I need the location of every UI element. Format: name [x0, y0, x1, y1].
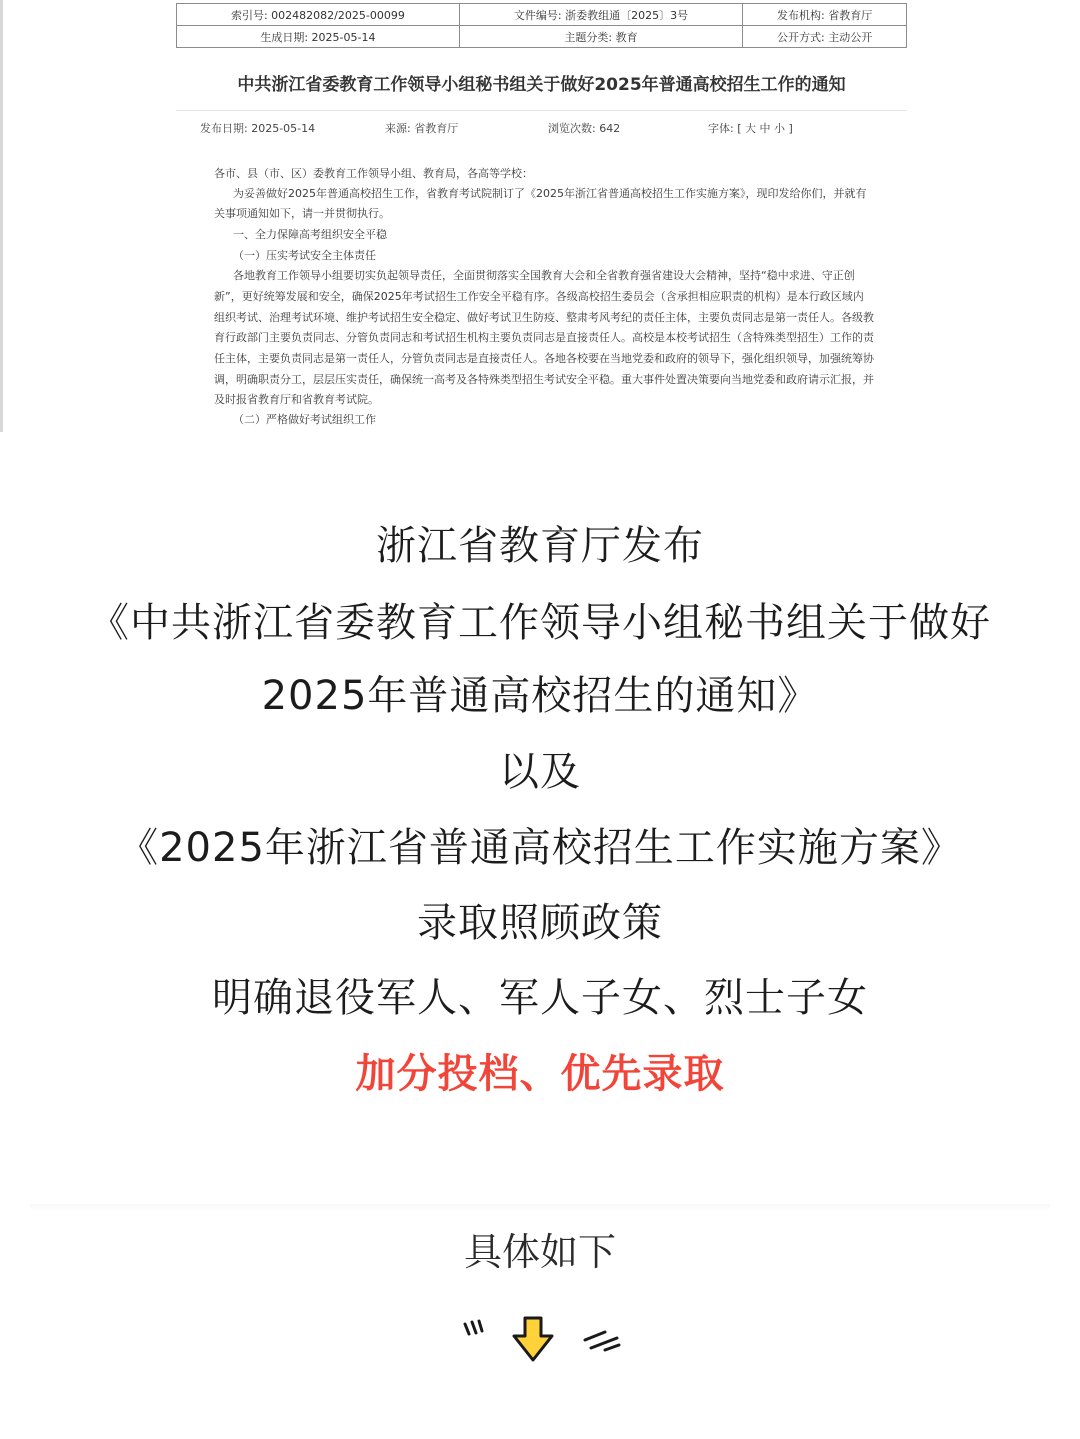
meta-category: 主题分类: 教育: [459, 26, 742, 48]
headline-line-5: 《2025年浙江省普通高校招生工作实施方案》: [118, 825, 962, 871]
body-line: （二）严格做好考试组织工作: [233, 413, 376, 426]
headline-line-7: 明确退役军人、军人子女、烈士子女: [212, 975, 868, 1021]
meta-index-no: 索引号: 002482082/2025-00099: [177, 4, 460, 26]
body-line: 育行政部门主要负责同志、分管负责同志和考试招生机构主要负责同志是直接责任人。高校是本校考试招生（含特殊类型招生）工作的责: [214, 331, 874, 344]
meta-publisher: 发布机构: 省教育厅: [743, 4, 907, 26]
body-line: 新”，更好统筹发展和安全，确保2025年考试招生工作安全平稳有序。各级高校招生委员会（含承担相应职责的机构）是本行政区域内: [214, 290, 864, 303]
body-line: 为妥善做好2025年普通高校招生工作，省教育考试院制订了《2025年浙江省普通高校招生工作实施方案》，现印发给你们，并就有: [233, 187, 867, 200]
headline-highlight: 加分投档、优先录取: [355, 1051, 725, 1097]
headline-line-2: 《中共浙江省委教育工作领导小组秘书组关于做好: [89, 600, 991, 646]
headline-line-6: 录取照顾政策: [417, 900, 663, 946]
headline-line-3: 2025年普通高校招生的通知》: [261, 673, 819, 719]
down-arrow-decoration: [455, 1312, 635, 1372]
body-line: （一）压实考试安全主体责任: [233, 249, 376, 262]
meta-file-no: 文件编号: 浙委教组通〔2025〕3号: [459, 4, 742, 26]
body-line: 及时报省教育厅和省教育考试院。: [214, 393, 379, 406]
document-title: 中共浙江省委教育工作领导小组秘书组关于做好2025年普通高校招生工作的通知: [237, 75, 846, 95]
body-line: 关事项通知如下，请一并贯彻执行。: [214, 207, 390, 220]
title-divider: [176, 110, 907, 111]
body-line: 组织考试、治理考试环境、维护考试招生安全稳定、做好考试卫生防疫、整肃考风考纪的责任主体，主要负责同志是第一责任人。各级教: [214, 311, 874, 324]
body-line: 各市、县（市、区）委教育工作领导小组、教育局，各高等学校：: [214, 167, 533, 180]
document-screenshot: [0, 0, 1080, 432]
headline-line-1: 浙江省教育厅发布: [376, 523, 704, 569]
info-source: 来源: 省教育厅: [385, 122, 459, 135]
body-line: 各地教育工作领导小组要切实负起领导责任，全面贯彻落实全国教育大会和全省教育强省建设大会精神，坚持“稳中求进、守正创: [233, 269, 855, 282]
section-divider: [30, 1204, 1050, 1212]
info-font-size-switch[interactable]: 字体: [ 大 中 小 ]: [708, 122, 793, 135]
info-view-count: 浏览次数: 642: [548, 122, 621, 135]
body-line: 一、全力保障高考组织安全平稳: [233, 228, 387, 241]
body-line: 调，明确职责分工，层层压实责任，确保统一高考及各特殊类型招生考试安全平稳。重大事件处置决策要向当地党委和政府请示汇报，并: [214, 373, 874, 386]
meta-created-date: 生成日期: 2025-05-14: [177, 26, 460, 48]
body-line: 任主体，主要负责同志是第一责任人，分管负责同志是直接责任人。各地各校要在当地党委和政府的领导下，强化组织领导，加强统筹协: [214, 352, 874, 365]
info-publish-date: 发布日期: 2025-05-14: [200, 122, 316, 135]
document-meta-table: [176, 3, 907, 48]
meta-disclosure: 公开方式: 主动公开: [743, 26, 907, 48]
details-below-label: 具体如下: [463, 1230, 616, 1274]
down-arrow-icon: [455, 1312, 635, 1372]
left-edge-line: [0, 0, 3, 432]
headline-line-4: 以及: [499, 749, 581, 795]
